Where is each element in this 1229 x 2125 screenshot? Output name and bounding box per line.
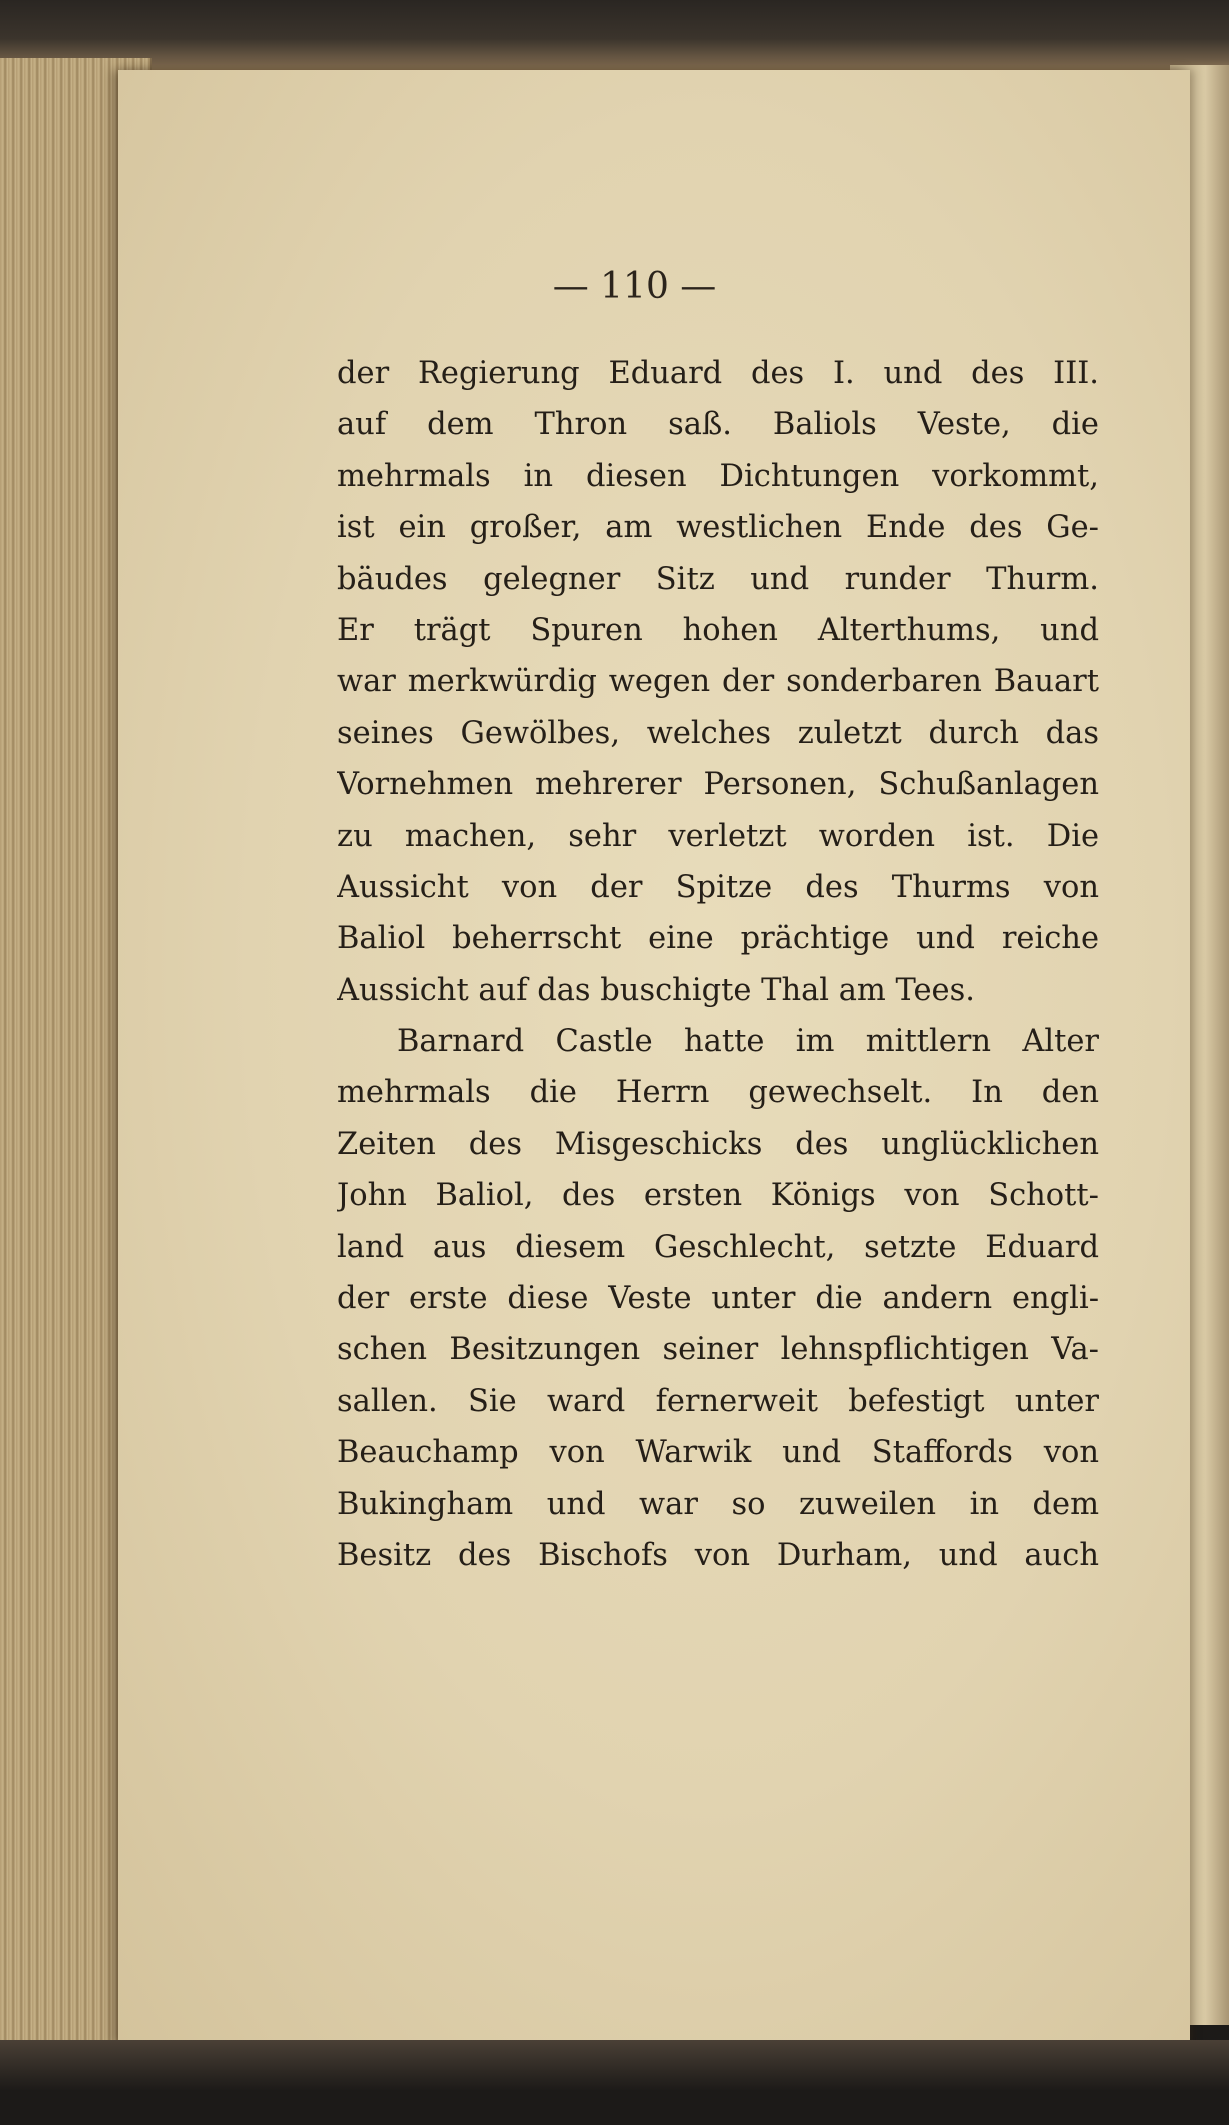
text-line: Bukingham und war so zuweilen in dem xyxy=(337,1486,1099,1522)
text-line: mehrmals die Herrn gewechselt. In den xyxy=(337,1075,1099,1111)
text-line: mehrmals in diesen Dichtungen vorkommt, xyxy=(337,458,1099,494)
text-line: Barnard Castle hatte im mittlern Alter xyxy=(397,1024,1099,1060)
text-line: bäudes gelegner Sitz und runder Thurm. xyxy=(337,561,1099,597)
body-text xyxy=(337,348,1099,1581)
text-line: John Baliol, des ersten Königs von Schott- xyxy=(337,1178,1099,1214)
text-line: der Regierung Eduard des I. und des III. xyxy=(337,356,1099,391)
text-line: Vornehmen mehrerer Personen, Schußanlagen xyxy=(337,767,1099,803)
text-line: Aussicht auf das buschigte Thal am Tees. xyxy=(337,972,975,1008)
bottom-shadow xyxy=(0,2040,1229,2125)
text-line: Beauchamp von Warwik und Staffords von xyxy=(337,1435,1099,1471)
text-line: zu machen, sehr verletzt worden ist. Die xyxy=(337,818,1099,854)
text-line: schen Besitzungen seiner lehnspflichtigen Va- xyxy=(337,1332,1099,1368)
text-line: Besitz des Bischofs von Durham, und auch xyxy=(337,1537,1099,1573)
text-line: Zeiten des Misgeschicks des unglücklichen xyxy=(337,1126,1099,1162)
text-line: Aussicht von der Spitze des Thurms von xyxy=(337,869,1099,905)
text-line: sallen. Sie ward fernerweit befestigt unter xyxy=(337,1383,1099,1419)
book-binding-top xyxy=(0,0,1229,70)
page-number: — 110 — xyxy=(552,266,717,307)
text-line: der erste diese Veste unter die andern engli- xyxy=(337,1281,1099,1317)
text-line: ist ein großer, am westlichen Ende des Ge- xyxy=(337,510,1099,546)
text-line: land aus diesem Geschlecht, setzte Eduard xyxy=(337,1229,1099,1265)
text-line: auf dem Thron saß. Baliols Veste, die xyxy=(337,407,1099,443)
text-line: Er trägt Spuren hohen Alterthums, und xyxy=(337,612,1099,648)
text-line: war merkwürdig wegen der sonderbaren Bauart xyxy=(337,664,1099,700)
text-line: Baliol beherrscht eine prächtige und reiche xyxy=(337,921,1099,957)
text-line: seines Gewölbes, welches zuletzt durch das xyxy=(337,715,1099,751)
